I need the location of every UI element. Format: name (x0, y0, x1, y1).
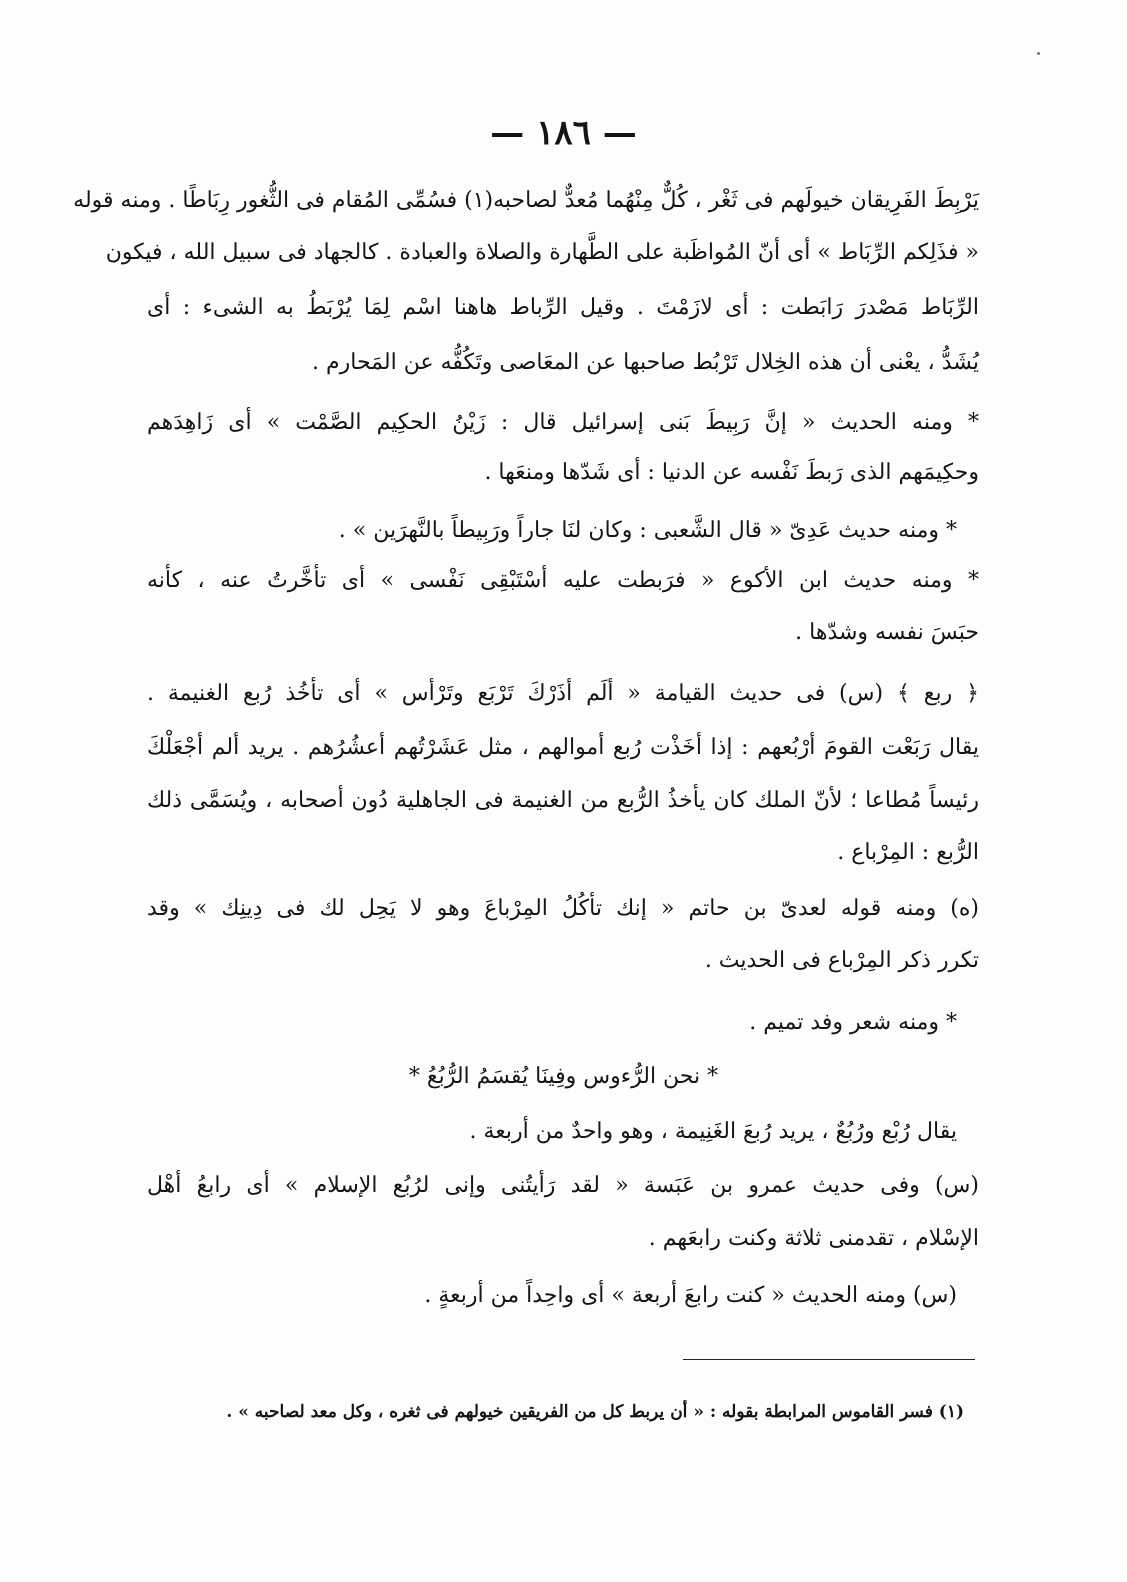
text-line: الرِّبَاط مَصْدرَ رَابَطت : أى لازَمْتَ . وقيل الرِّباط هاهنا اسْم لِمَا يُرْبَطُ به الشىء : أى (147, 295, 979, 320)
text-line: الرُّبع : المِرْباع . (837, 840, 979, 865)
text-line: حبَسَ نفسه وشدّها . (795, 620, 979, 645)
hadith-entry: (س) ومنه الحديث « كنت رابعَ أربعة » أى واحِداً من أربعةٍ . (424, 1283, 957, 1308)
hadith-entry: * ومنه حديث ابن الأكوع « فرَبطت عليه أسْتَبْقِى نَفْسى » أى تأخَّرتُ عنه ، كأنه (147, 568, 979, 593)
page-number: — ١٨٦ — (490, 113, 637, 153)
hadith-entry: (س) وفى حديث عمرو بن عَبَسة « لقد رَأيتُنى وإنى لرُبُع الإسلام » أى رابعُ أهْل (147, 1173, 979, 1198)
footnote-divider (683, 1359, 975, 1360)
root-entry-heading: ﴿ ربع ﴾ (س) فى حديث القيامة « ألَم أذَرْكَ تَرْبَع وتَرْأس » أى تأخُذ رُبع الغنيمة . (147, 681, 979, 706)
text-line: وحكِيمَهم الذى رَبطَ نَفْسه عن الدنيا : أى شَدّها ومنعَها . (484, 460, 979, 485)
footnote: (١) فسر القاموس المرابطة بقوله : « أن يربط كل من الفريقين خيولهم فى ثغره ، وكل معد لصاحبه » . (226, 1402, 964, 1422)
text-line: يقال رُبْع ورُبُعٌ ، يريد رُبعَ الغَنِيمة ، وهو واحدٌ من أربعة . (469, 1119, 957, 1144)
hadith-entry: (ه) ومنه قوله لعدىّ بن حاتم « إنك تأكُلُ المِرْباعَ وهو لا يَحِل لك فى دِينِك » وقد (147, 896, 979, 921)
text-line: يُشَدُّ ، يعْنى أن هذه الخِلال تَرْبُط صاحبها عن المعَاصى وتَكُفُّه عن المَحارم . (312, 350, 979, 375)
hadith-entry: * ومنه حديث عَدِىّ « قال الشَّعبى : وكان لنَا جاراً ورَبِيطاً بالنَّهرَين » . (338, 518, 957, 543)
text-line: « فذَلِكم الرِّبَاط » أى أنّ المُواظَبة على الطَّهارة والصلاة والعبادة . كالجهاد فى سبيل الله ، فيكون (105, 240, 979, 265)
text-line: يَرْبِطَ الفَرِيقان خيولَهم فى ثَغْر ، كُلٌّ مِنْهُما مُعدٌّ لصاحبه(١) فسُمِّى المُقام فى الثُّغور رِبَاطًا . ومنه قوله (73, 188, 979, 213)
text-line: الإسْلام ، تقدمنى ثلاثة وكنت رابعَهم . (648, 1226, 979, 1251)
text-line: تكرر ذكر المِرْباع فى الحديث . (704, 948, 979, 973)
hadith-entry: * ومنه شعر وفد تميم . (749, 1010, 957, 1035)
text-line: يقال رَبَعْت القومَ أرْبُعهم : إذا أخَذْت رُبع أموالهم ، مثل عَشَرْتُهم أعشُرُهم . يريد ألم أجْعَلْكَ (147, 735, 979, 760)
text-line: رئيساً مُطاعا ؛ لأنّ الملك كان يأخذُ الرُّبع من الغنيمة فى الجاهلية دُون أصحابه ، ويُسَمَّى ذلك (147, 788, 979, 813)
poem-verse: * نحن الرُّءوس وفِينَا يُقسَمُ الرُّبُعُ * (408, 1064, 719, 1089)
scan-speck (1037, 52, 1040, 55)
hadith-entry: * ومنه الحديث « إنَّ رَبِيطَ بَنى إسرائيل قال : زَيْنُ الحكِيم الصَّمْت » أى زَاهِدَهم (147, 410, 979, 435)
